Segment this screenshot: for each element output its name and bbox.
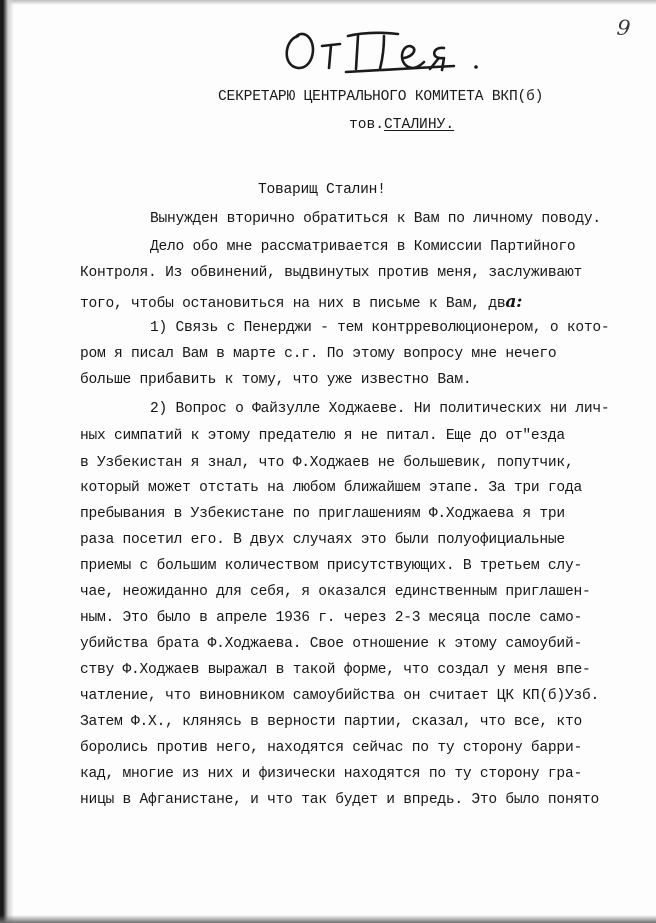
letter-line bbox=[80, 292, 522, 312]
salutation: Товарищ Сталин! bbox=[258, 182, 386, 198]
letter-line: 1) Связь с Пенерджи - тем контрреволюционером, о кото- bbox=[150, 320, 610, 336]
addressee-surname: СТАЛИНУ. bbox=[384, 117, 455, 133]
letter-line: ству Ф.Ходжаев выражал в такой форме, что создал у меня впе- bbox=[80, 662, 591, 678]
letter-line: Контроля. Из обвинений, выдвинутых против меня, заслуживают bbox=[80, 265, 582, 281]
letter-line: Затем Ф.Х., клянясь в верности партии, сказал, что все, кто bbox=[80, 714, 582, 730]
addressee-prefix: тов. bbox=[349, 117, 385, 133]
letter-line: ным. Это было в апреле 1936 г. через 2-3 месяца после само- bbox=[80, 610, 582, 626]
letter-line: Дело обо мне рассматривается в Комиссии Партийного bbox=[150, 239, 576, 255]
scan-left-edge bbox=[0, 0, 14, 923]
letter-line: который может отстать на любом ближайшем этапе. За три года bbox=[80, 480, 582, 496]
letter-line: боролись против него, находятся сейчас по ту сторону барри- bbox=[80, 740, 582, 756]
letter-line: чае, неожиданно для себя, я оказался единственным приглашен- bbox=[80, 584, 591, 600]
scan-bottom-edge bbox=[0, 915, 656, 923]
letter-line: Вынужден вторично обратиться к Вам по личному поводу. bbox=[150, 211, 601, 227]
letter-line: пребывания в Узбекистане по приглашениям Ф.Ходжаева я три bbox=[80, 506, 565, 522]
letter-line-text: того, чтобы остановиться на них в письме к Вам, дв bbox=[80, 296, 506, 312]
letter-line: 2) Вопрос о Файзулле Ходжаеве. Ни политических ни лич- bbox=[150, 401, 610, 417]
letter-line: ницы в Афганистане, и что так будет и впредь. Это было понято bbox=[80, 792, 599, 808]
letter-line: в Узбекистан я знал, что Ф.Ходжаев не большевик, попутчик, bbox=[80, 455, 574, 471]
letter-line: чатление, что виновником самоубийства он считает ЦК КП(б)Узб. bbox=[80, 688, 599, 704]
letter-line: ром я писал Вам в марте с.г. По этому вопросу мне нечего bbox=[80, 346, 557, 362]
scan-top-edge bbox=[0, 0, 656, 5]
letter-line: убийства брата Ф.Ходжаева. Свое отношение к этому самоубий- bbox=[80, 636, 582, 652]
addressee-title: СЕКРЕТАРЮ ЦЕНТРАЛЬНОГО КОМИТЕТА ВКП(б) bbox=[218, 89, 544, 105]
handwritten-insert: а: bbox=[505, 292, 523, 312]
letter-line: кад, многие из них и физически находятся по ту сторону гра- bbox=[80, 766, 582, 782]
letter-line: раза посетил его. В двух случаях это были полуофициальные bbox=[80, 532, 565, 548]
letter-line: больше прибавить к тому, что уже известно Вам. bbox=[80, 372, 472, 388]
letter-line: ных симпатий к этому предателю я не питал. Еще до от"езда bbox=[80, 428, 565, 444]
page-number: 9 bbox=[615, 15, 632, 41]
addressee-name bbox=[349, 117, 454, 133]
handwritten-note-signature bbox=[276, 6, 506, 86]
letter-line: приемы с большим количеством присутствующих. В третьем слу- bbox=[80, 558, 582, 574]
